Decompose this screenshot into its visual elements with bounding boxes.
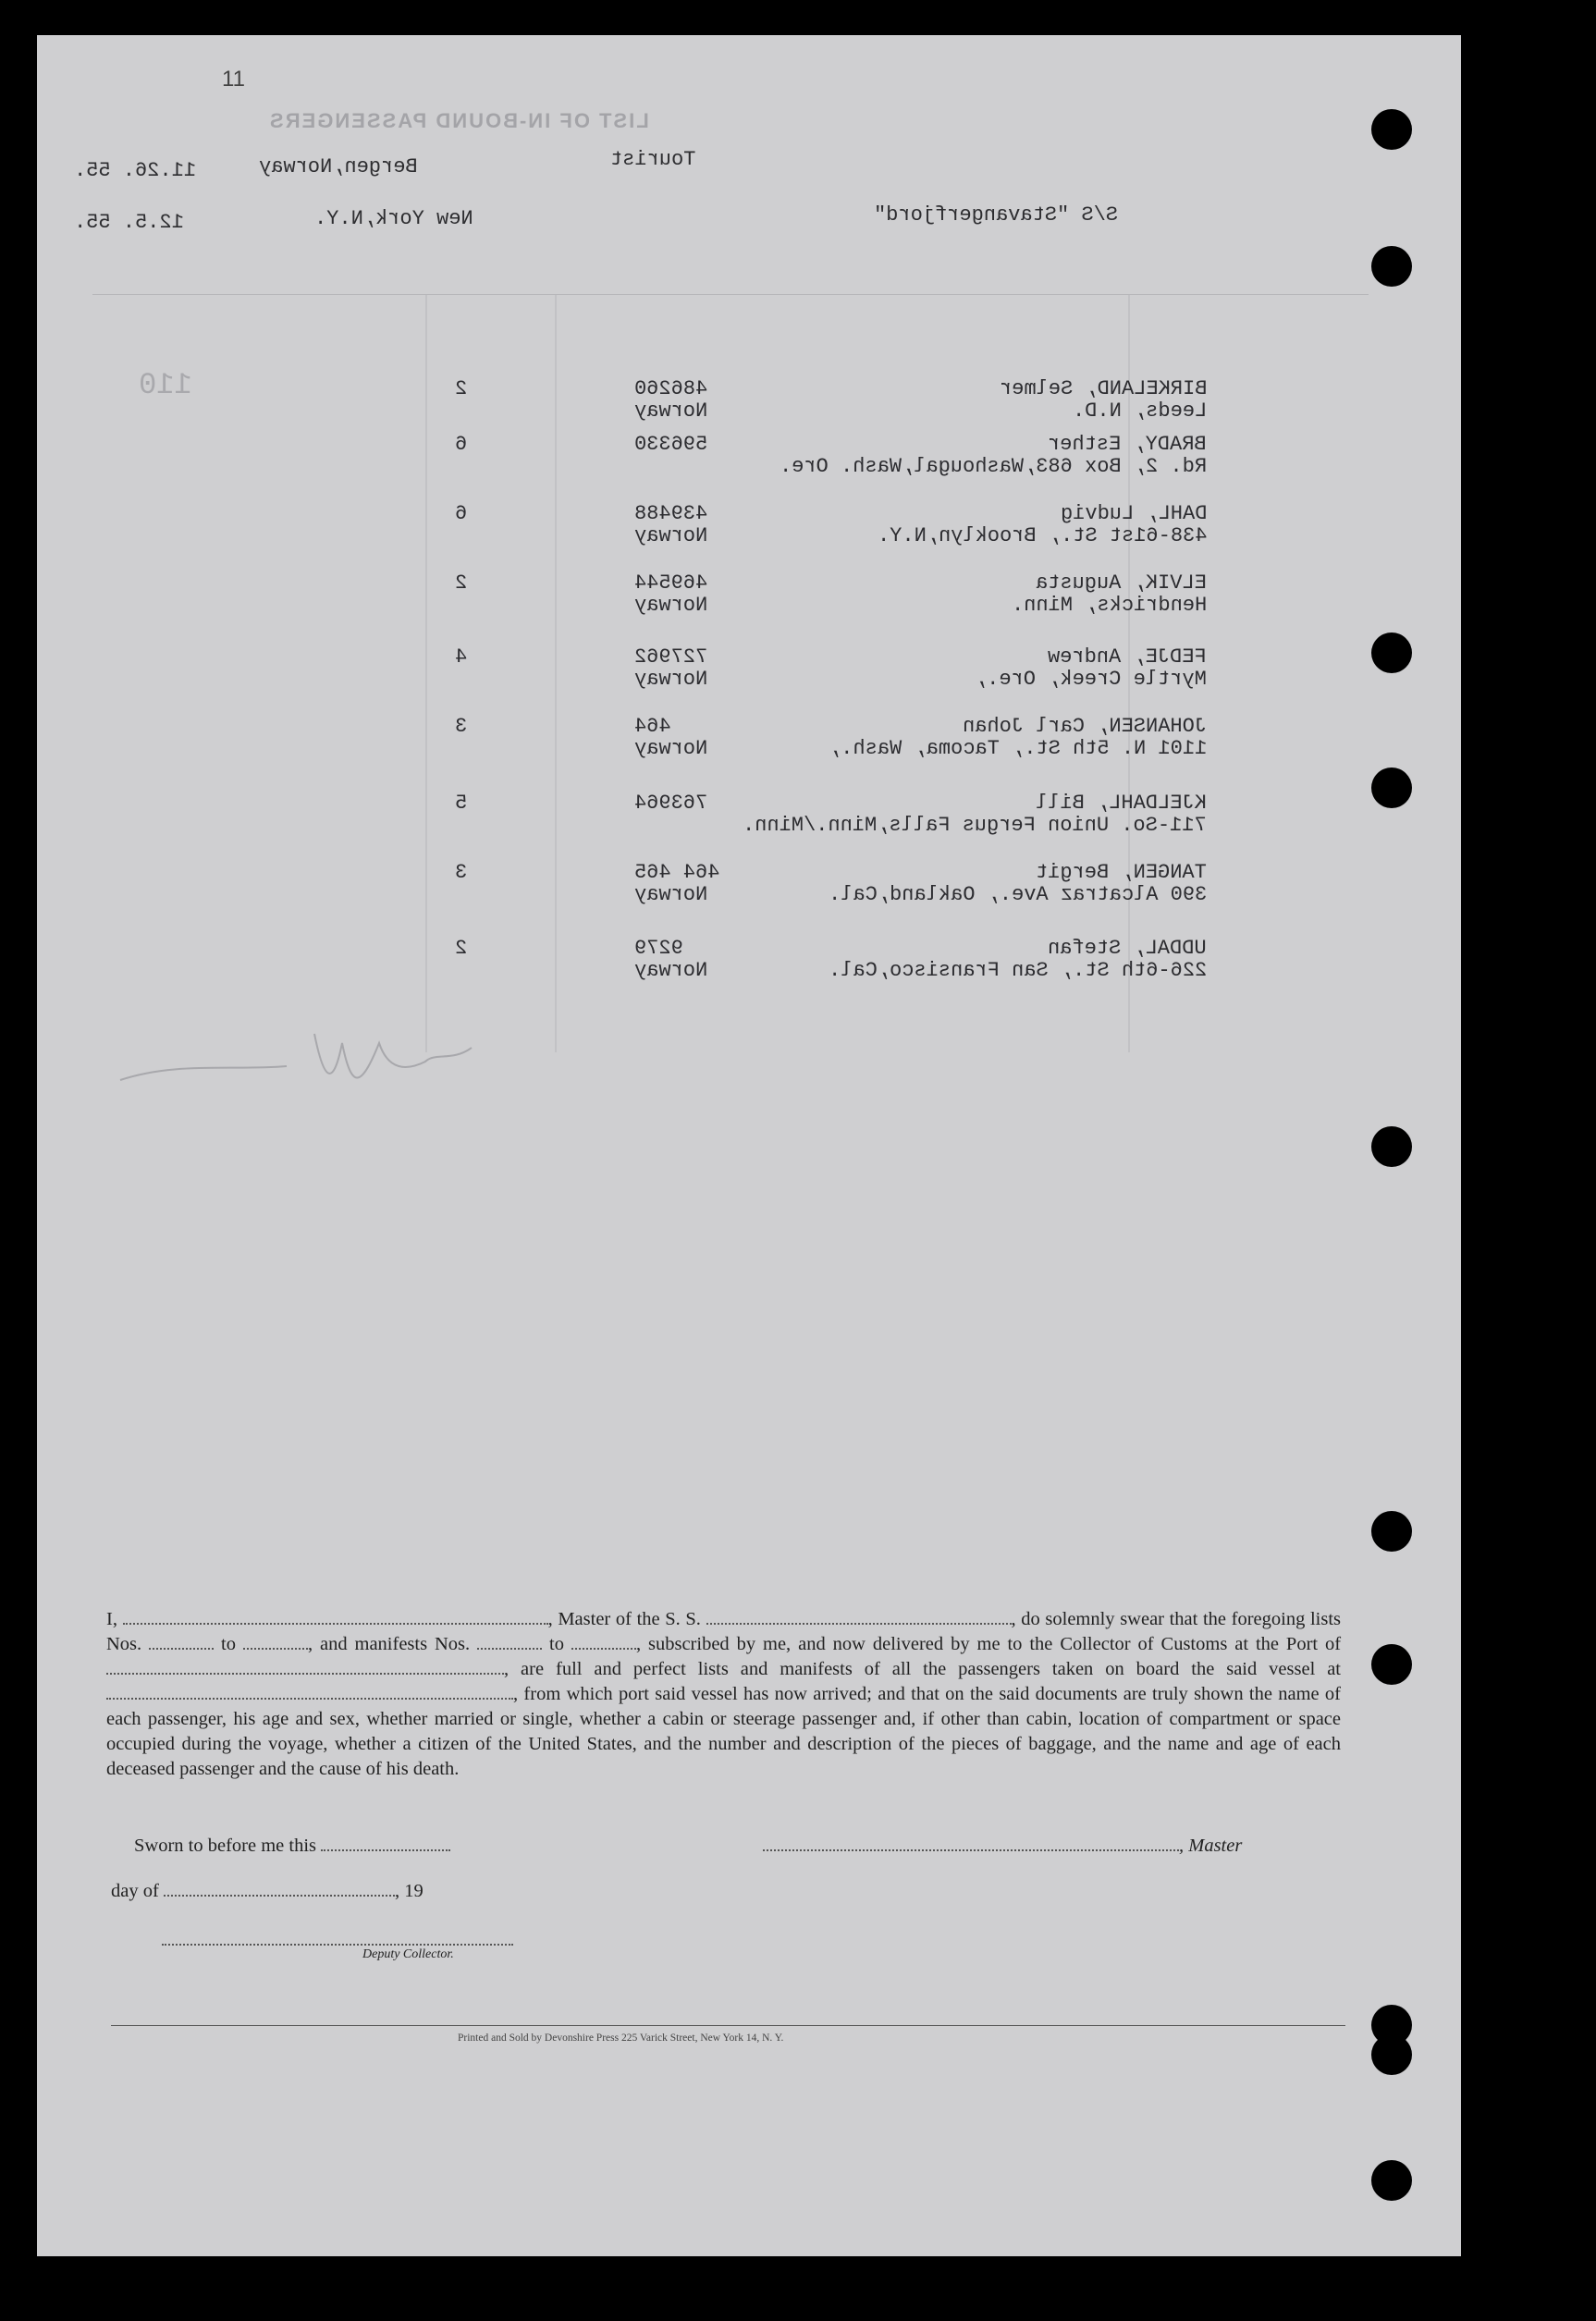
sworn-line: Sworn to before me this — [134, 1836, 450, 1857]
passenger-name: JOHANSEN, Carl Johan — [962, 715, 1207, 738]
sailed-from-field: Bergen,Norway — [259, 155, 418, 178]
ticket-number: 763964 — [634, 792, 708, 815]
ticket-number: 464 — [634, 715, 671, 738]
ticket-number: 486260 — [634, 377, 708, 400]
passenger-name: TANGEN, Bergit — [1036, 861, 1207, 884]
arrival-date-field: 12.5. 55. — [74, 211, 184, 234]
printer-imprint: Printed and Sold by Devonshire Press 225 Varick Street, New York 14, N. Y. — [458, 2032, 784, 2044]
signature-mark — [102, 1006, 490, 1117]
faint-form-title: LIST OF IN-BOUND PASSENGERS — [268, 109, 649, 132]
deputy-collector-line — [162, 1931, 513, 1946]
ticket-number: 439488 — [634, 502, 708, 525]
passenger-country: Norway — [634, 524, 708, 547]
arrival-port-field: New York,N.Y. — [314, 207, 473, 230]
binder-hole — [1371, 2034, 1412, 2075]
footer-rule — [111, 2025, 1345, 2026]
master-signature-line: , Master — [763, 1836, 1242, 1857]
days-count: 2 — [455, 571, 468, 595]
binder-hole — [1371, 1511, 1412, 1552]
passenger-country: Norway — [634, 668, 708, 691]
binder-hole — [1371, 109, 1412, 150]
passenger-country: Norway — [634, 737, 708, 760]
faint-column-number: 110 — [139, 368, 192, 402]
deputy-collector-label: Deputy Collector. — [362, 1947, 454, 1961]
header-rule — [92, 294, 1369, 295]
binder-hole — [1371, 1644, 1412, 1685]
passenger-address: Leeds, N.D. — [1072, 399, 1207, 423]
oath-paragraph: I, , Master of the S. S. , do solemnly swear that the foregoing lists Nos. to , and manifests Nos. to , subscribed by me, and now delivered by me to the Collector of Customs at the Port of , are full and perfect lists and manifests of all the passengers taken on board the said vessel at , from which port said vessel has now arrived; and that on the said documents are truly shown the name of each passenger, his age and sex, whether married or single, whether a cabin or steerage passenger and, if other than cabin, location of compartment or space occupied during the voyage, whether a citizen of the United States, and the number and description of the pieces of baggage, and the name and age of each deceased passenger and the cause of his death. — [106, 1609, 1342, 1779]
class-field: Tourist — [610, 148, 696, 171]
passenger-address: 438-61st St., Brooklyn,N.Y. — [877, 524, 1207, 547]
passenger-address: 1101 N. 5th St., Tacoma, Wash., — [828, 737, 1207, 760]
passenger-address: 711-So. Union Fergus Falls,Minn./Minn. — [743, 814, 1207, 837]
days-count: 2 — [455, 937, 468, 960]
page-number: 11 — [222, 67, 245, 92]
days-count: 6 — [455, 502, 468, 525]
passenger-address: 390 Alcatraz Ave., Oakland,Cal. — [828, 883, 1207, 906]
passenger-country: Norway — [634, 399, 708, 423]
ticket-number: 596330 — [634, 433, 708, 456]
days-count: 3 — [455, 715, 468, 738]
binder-hole — [1371, 246, 1412, 287]
binder-hole — [1371, 768, 1412, 808]
passenger-name: FEDJE, Andrew — [1048, 645, 1207, 669]
binder-hole — [1371, 632, 1412, 673]
ticket-number: 9279 — [634, 937, 683, 960]
passenger-address: Hendricks, Minn. — [1011, 594, 1207, 617]
passenger-name: DAHL, Ludvig — [1060, 502, 1207, 525]
days-count: 4 — [455, 645, 468, 669]
passenger-name: BRADY, Esther — [1048, 433, 1207, 456]
passenger-country: Norway — [634, 594, 708, 617]
passenger-country: Norway — [634, 959, 708, 982]
vessel-field: S/S "Stavangerfjord" — [874, 203, 1119, 227]
ticket-number: 469544 — [634, 571, 708, 595]
binder-hole — [1371, 1126, 1412, 1167]
passenger-address: 226-6th St., San Fransisco,Cal. — [828, 959, 1207, 982]
column-rule — [425, 294, 427, 1052]
passenger-country: Norway — [634, 883, 708, 906]
ticket-number: 727962 — [634, 645, 708, 669]
days-count: 2 — [455, 377, 468, 400]
passenger-address: Rd. 2, Box 683,Washougal,Wash. Ore. — [779, 455, 1207, 478]
passenger-name: BIRKELAND, Selmer — [999, 377, 1207, 400]
binder-hole — [1371, 2160, 1412, 2201]
passenger-name: KJELDAHL, Bill — [1036, 792, 1207, 815]
days-count: 3 — [455, 861, 468, 884]
day-of-line: day of , 19 — [111, 1881, 424, 1901]
passenger-name: ELVIK, Augusta — [1036, 571, 1207, 595]
days-count: 6 — [455, 433, 468, 456]
column-rule — [555, 294, 557, 1052]
days-count: 5 — [455, 792, 468, 815]
ticket-number: 464 465 — [634, 861, 720, 884]
manifest-page — [37, 35, 1461, 2256]
passenger-name: UDDAL, Stefan — [1048, 937, 1207, 960]
passenger-address: Myrtle Creek, Ore., — [975, 668, 1207, 691]
sail-date-field: 11.26. 55. — [74, 159, 197, 182]
